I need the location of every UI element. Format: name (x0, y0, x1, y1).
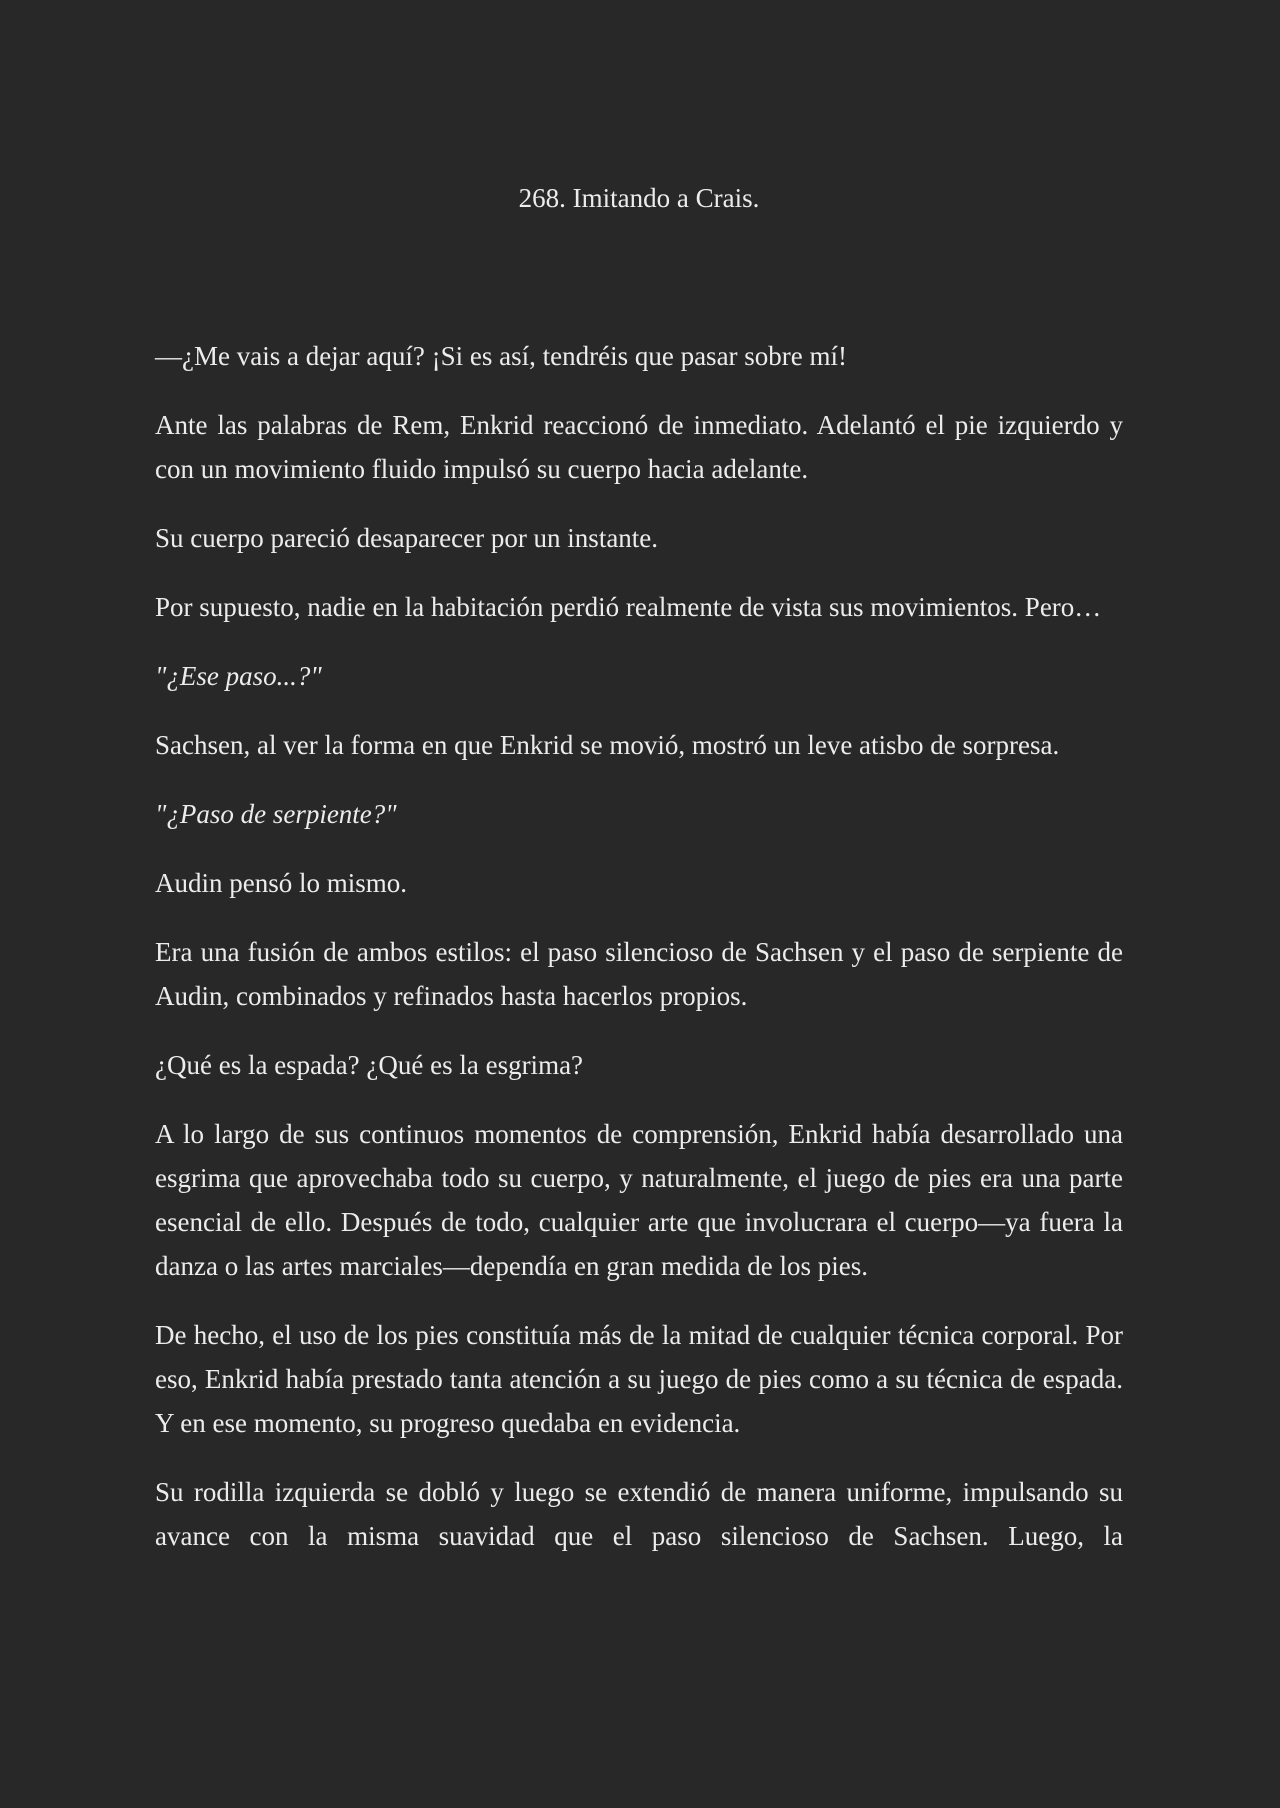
paragraph-continued: Su rodilla izquierda se dobló y luego se extendió de manera uniforme, impulsando su avance con la misma suavidad que el paso silencioso de Sachsen. Luego, la (155, 1477, 1123, 1551)
paragraph: Era una fusión de ambos estilos: el paso silencioso de Sachsen y el paso de serpiente de Audin, combinados y refinados hasta hacerlos propios. (155, 937, 1123, 1011)
paragraph: —¿Me vais a dejar aquí? ¡Si es así, tendréis que pasar sobre mí! (155, 341, 848, 371)
chapter-body (155, 334, 1123, 1583)
paragraph: De hecho, el uso de los pies constituía más de la mitad de cualquier técnica corporal. Por eso, Enkrid había prestado tanta atención a su juego de pies como a su técnica de espada. Y en ese momento, su progreso quedaba en evidencia. (155, 1320, 1123, 1438)
paragraph: A lo largo de sus continuos momentos de comprensión, Enkrid había desarrollado una esgrima que aprovechaba todo su cuerpo, y naturalmente, el juego de pies era una parte esencial de ello. Después de todo, cualquier arte que involucrara el cuerpo—ya fuera la danza o las artes marciales—dependía en gran medida de los pies. (155, 1119, 1123, 1281)
paragraph: Audin pensó lo mismo. (155, 868, 408, 898)
document-page (155, 0, 1123, 1808)
paragraph: Por supuesto, nadie en la habitación perdió realmente de vista sus movimientos. Pero… (155, 592, 1102, 622)
paragraph: ¿Qué es la espada? ¿Qué es la esgrima? (155, 1050, 584, 1080)
thought-paragraph: "¿Ese paso...?" (155, 661, 322, 691)
chapter-title: 268. Imitando a Crais. (518, 183, 760, 213)
paragraph: Su cuerpo pareció desaparecer por un instante. (155, 523, 659, 553)
paragraph: Sachsen, al ver la forma en que Enkrid se movió, mostró un leve atisbo de sorpresa. (155, 730, 1060, 760)
thought-paragraph: "¿Paso de serpiente?" (155, 799, 397, 829)
paragraph: Ante las palabras de Rem, Enkrid reaccionó de inmediato. Adelantó el pie izquierdo y con un movimiento fluido impulsó su cuerpo hacia adelante. (155, 410, 1123, 484)
